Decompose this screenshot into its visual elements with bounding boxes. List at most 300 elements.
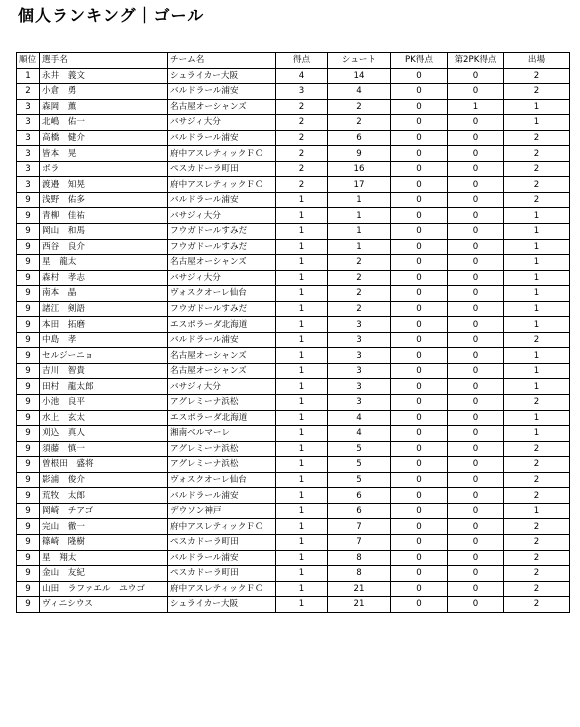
shots-cell: 2	[328, 286, 391, 302]
shots-cell: 9	[328, 146, 391, 162]
team-name-cell: ヴォスクオーレ仙台	[168, 472, 276, 488]
team-name-cell: シュライカー大阪	[168, 597, 276, 613]
table-row	[17, 161, 570, 177]
player-name-cell: 荒牧 太郎	[40, 488, 168, 504]
shots-cell: 1	[328, 224, 391, 240]
shots-cell: 16	[328, 161, 391, 177]
player-name-cell: 金山 友紀	[40, 566, 168, 582]
goals-cell: 1	[276, 519, 328, 535]
shots-cell: 3	[328, 363, 391, 379]
appearances-cell: 2	[504, 192, 570, 208]
shots-cell: 7	[328, 534, 391, 550]
team-name-cell: バルドラール浦安	[168, 488, 276, 504]
rank-cell: 9	[17, 426, 40, 442]
table-row	[17, 441, 570, 457]
table-row	[17, 348, 570, 364]
player-name-cell: 本田 拓磨	[40, 317, 168, 333]
appearances-cell: 2	[504, 395, 570, 411]
shots-cell: 21	[328, 581, 391, 597]
team-name-cell: バルドラール浦安	[168, 84, 276, 100]
rank-cell: 9	[17, 566, 40, 582]
second-pk-goals-cell: 0	[448, 410, 504, 426]
goals-cell: 1	[276, 426, 328, 442]
team-name-cell: デウソン神戸	[168, 503, 276, 519]
header-second-pk-goals: 第2PK得点	[448, 53, 504, 69]
second-pk-goals-cell: 0	[448, 301, 504, 317]
team-name-cell: エスポラーダ北海道	[168, 317, 276, 333]
player-name-cell: 渡邉 知晃	[40, 177, 168, 193]
appearances-cell: 1	[504, 255, 570, 271]
table-row	[17, 457, 570, 473]
second-pk-goals-cell: 0	[448, 239, 504, 255]
table-row	[17, 566, 570, 582]
table-row	[17, 472, 570, 488]
goals-cell: 1	[276, 395, 328, 411]
table-row	[17, 177, 570, 193]
goals-cell: 1	[276, 410, 328, 426]
pk-goals-cell: 0	[391, 208, 448, 224]
appearances-cell: 1	[504, 286, 570, 302]
appearances-cell: 1	[504, 239, 570, 255]
player-name-cell: 中島 孝	[40, 332, 168, 348]
pk-goals-cell: 0	[391, 426, 448, 442]
pk-goals-cell: 0	[391, 239, 448, 255]
team-name-cell: バサジィ大分	[168, 379, 276, 395]
pk-goals-cell: 0	[391, 255, 448, 271]
team-name-cell: 府中アスレティックＦＣ	[168, 519, 276, 535]
goals-cell: 1	[276, 503, 328, 519]
goals-cell: 1	[276, 286, 328, 302]
goals-cell: 2	[276, 177, 328, 193]
table-row	[17, 130, 570, 146]
team-name-cell: バサジィ大分	[168, 115, 276, 131]
second-pk-goals-cell: 0	[448, 84, 504, 100]
second-pk-goals-cell: 0	[448, 457, 504, 473]
player-name-cell: 浅野 佑多	[40, 192, 168, 208]
second-pk-goals-cell: 0	[448, 161, 504, 177]
player-name-cell: ヴィニシウス	[40, 597, 168, 613]
shots-cell: 1	[328, 208, 391, 224]
goals-cell: 1	[276, 566, 328, 582]
goals-cell: 1	[276, 534, 328, 550]
shots-cell: 5	[328, 472, 391, 488]
second-pk-goals-cell: 0	[448, 177, 504, 193]
player-name-cell: 山田 ラファエル ユウゴ	[40, 581, 168, 597]
shots-cell: 2	[328, 270, 391, 286]
appearances-cell: 1	[504, 363, 570, 379]
player-name-cell: 高橋 健介	[40, 130, 168, 146]
appearances-cell: 2	[504, 130, 570, 146]
appearances-cell: 2	[504, 534, 570, 550]
player-name-cell: 星 龍太	[40, 255, 168, 271]
second-pk-goals-cell: 0	[448, 146, 504, 162]
table-row	[17, 332, 570, 348]
team-name-cell: ペスカドーラ町田	[168, 161, 276, 177]
player-name-cell: 岡崎 チアゴ	[40, 503, 168, 519]
shots-cell: 4	[328, 410, 391, 426]
appearances-cell: 1	[504, 208, 570, 224]
second-pk-goals-cell: 0	[448, 317, 504, 333]
second-pk-goals-cell: 0	[448, 286, 504, 302]
second-pk-goals-cell: 0	[448, 550, 504, 566]
second-pk-goals-cell: 0	[448, 208, 504, 224]
team-name-cell: 府中アスレティックＦＣ	[168, 581, 276, 597]
pk-goals-cell: 0	[391, 332, 448, 348]
table-row	[17, 286, 570, 302]
pk-goals-cell: 0	[391, 317, 448, 333]
player-name-cell: 北嶋 佑一	[40, 115, 168, 131]
player-name-cell: 諸江 剣語	[40, 301, 168, 317]
goals-cell: 1	[276, 332, 328, 348]
appearances-cell: 1	[504, 379, 570, 395]
rank-cell: 9	[17, 208, 40, 224]
header-shots: シュート	[328, 53, 391, 69]
pk-goals-cell: 0	[391, 534, 448, 550]
second-pk-goals-cell: 0	[448, 379, 504, 395]
rank-cell: 3	[17, 146, 40, 162]
pk-goals-cell: 0	[391, 130, 448, 146]
shots-cell: 21	[328, 597, 391, 613]
table-row	[17, 379, 570, 395]
shots-cell: 8	[328, 550, 391, 566]
team-name-cell: 名古屋オーシャンズ	[168, 255, 276, 271]
second-pk-goals-cell: 0	[448, 68, 504, 84]
team-name-cell: ヴォスクオーレ仙台	[168, 286, 276, 302]
goals-cell: 1	[276, 224, 328, 240]
shots-cell: 1	[328, 192, 391, 208]
player-name-cell: 青柳 佳祐	[40, 208, 168, 224]
rank-cell: 9	[17, 519, 40, 535]
team-name-cell: バルドラール浦安	[168, 192, 276, 208]
team-name-cell: バルドラール浦安	[168, 332, 276, 348]
pk-goals-cell: 0	[391, 379, 448, 395]
appearances-cell: 2	[504, 332, 570, 348]
goals-cell: 1	[276, 581, 328, 597]
rank-cell: 9	[17, 317, 40, 333]
team-name-cell: 名古屋オーシャンズ	[168, 99, 276, 115]
team-name-cell: 府中アスレティックＦＣ	[168, 177, 276, 193]
goals-cell: 1	[276, 488, 328, 504]
goals-cell: 1	[276, 379, 328, 395]
table-row	[17, 426, 570, 442]
rank-cell: 1	[17, 68, 40, 84]
second-pk-goals-cell: 0	[448, 597, 504, 613]
shots-cell: 5	[328, 441, 391, 457]
pk-goals-cell: 0	[391, 597, 448, 613]
pk-goals-cell: 0	[391, 192, 448, 208]
rank-cell: 9	[17, 363, 40, 379]
table-row	[17, 115, 570, 131]
pk-goals-cell: 0	[391, 224, 448, 240]
appearances-cell: 2	[504, 550, 570, 566]
pk-goals-cell: 0	[391, 286, 448, 302]
goals-cell: 1	[276, 597, 328, 613]
player-name-cell: 小池 良平	[40, 395, 168, 411]
rank-cell: 9	[17, 332, 40, 348]
team-name-cell: 名古屋オーシャンズ	[168, 348, 276, 364]
second-pk-goals-cell: 0	[448, 534, 504, 550]
page-title: 個人ランキング｜ゴール	[18, 6, 205, 25]
appearances-cell: 2	[504, 457, 570, 473]
player-name-cell: 篠崎 隆樹	[40, 534, 168, 550]
player-name-cell: 小倉 勇	[40, 84, 168, 100]
goals-cell: 1	[276, 255, 328, 271]
goals-cell: 2	[276, 115, 328, 131]
rank-cell: 9	[17, 286, 40, 302]
second-pk-goals-cell: 0	[448, 332, 504, 348]
goals-cell: 2	[276, 146, 328, 162]
rank-cell: 9	[17, 597, 40, 613]
shots-cell: 6	[328, 488, 391, 504]
rank-cell: 9	[17, 457, 40, 473]
player-name-cell: 皆本 晃	[40, 146, 168, 162]
pk-goals-cell: 0	[391, 99, 448, 115]
rank-cell: 3	[17, 115, 40, 131]
second-pk-goals-cell: 0	[448, 348, 504, 364]
table-row	[17, 410, 570, 426]
player-name-cell: 刈込 真人	[40, 426, 168, 442]
shots-cell: 17	[328, 177, 391, 193]
shots-cell: 2	[328, 301, 391, 317]
rank-cell: 9	[17, 488, 40, 504]
pk-goals-cell: 0	[391, 348, 448, 364]
player-name-cell: 須藤 慎一	[40, 441, 168, 457]
second-pk-goals-cell: 0	[448, 130, 504, 146]
appearances-cell: 1	[504, 348, 570, 364]
team-name-cell: アグレミーナ浜松	[168, 457, 276, 473]
goals-cell: 1	[276, 441, 328, 457]
rank-cell: 9	[17, 534, 40, 550]
rank-cell: 2	[17, 84, 40, 100]
table-row	[17, 146, 570, 162]
table-row	[17, 363, 570, 379]
appearances-cell: 1	[504, 317, 570, 333]
table-row	[17, 68, 570, 84]
pk-goals-cell: 0	[391, 472, 448, 488]
goal-ranking-table	[16, 52, 570, 613]
appearances-cell: 1	[504, 270, 570, 286]
second-pk-goals-cell: 0	[448, 270, 504, 286]
rank-cell: 3	[17, 99, 40, 115]
second-pk-goals-cell: 0	[448, 192, 504, 208]
goals-cell: 4	[276, 68, 328, 84]
rank-cell: 9	[17, 348, 40, 364]
appearances-cell: 1	[504, 410, 570, 426]
table-row	[17, 503, 570, 519]
shots-cell: 3	[328, 348, 391, 364]
rank-cell: 9	[17, 395, 40, 411]
pk-goals-cell: 0	[391, 503, 448, 519]
appearances-cell: 2	[504, 566, 570, 582]
shots-cell: 7	[328, 519, 391, 535]
shots-cell: 6	[328, 130, 391, 146]
shots-cell: 3	[328, 395, 391, 411]
second-pk-goals-cell: 0	[448, 472, 504, 488]
appearances-cell: 1	[504, 99, 570, 115]
pk-goals-cell: 0	[391, 550, 448, 566]
player-name-cell: 吉川 智貴	[40, 363, 168, 379]
goals-cell: 1	[276, 550, 328, 566]
team-name-cell: アグレミーナ浜松	[168, 441, 276, 457]
appearances-cell: 1	[504, 301, 570, 317]
player-name-cell: セルジーニョ	[40, 348, 168, 364]
team-name-cell: バルドラール浦安	[168, 130, 276, 146]
goals-cell: 2	[276, 99, 328, 115]
table-row	[17, 395, 570, 411]
pk-goals-cell: 0	[391, 566, 448, 582]
shots-cell: 6	[328, 503, 391, 519]
shots-cell: 5	[328, 457, 391, 473]
rank-cell: 9	[17, 224, 40, 240]
goals-cell: 1	[276, 208, 328, 224]
appearances-cell: 2	[504, 488, 570, 504]
rank-cell: 9	[17, 301, 40, 317]
goals-cell: 2	[276, 130, 328, 146]
header-appearances: 出場	[504, 53, 570, 69]
goals-cell: 1	[276, 363, 328, 379]
team-name-cell: ペスカドーラ町田	[168, 566, 276, 582]
shots-cell: 14	[328, 68, 391, 84]
shots-cell: 2	[328, 255, 391, 271]
goals-cell: 1	[276, 472, 328, 488]
goals-cell: 1	[276, 317, 328, 333]
pk-goals-cell: 0	[391, 301, 448, 317]
goals-cell: 2	[276, 161, 328, 177]
appearances-cell: 2	[504, 68, 570, 84]
goals-cell: 1	[276, 239, 328, 255]
pk-goals-cell: 0	[391, 395, 448, 411]
rank-cell: 9	[17, 379, 40, 395]
table-row	[17, 581, 570, 597]
rank-cell: 3	[17, 161, 40, 177]
team-name-cell: バルドラール浦安	[168, 550, 276, 566]
goals-cell: 1	[276, 457, 328, 473]
pk-goals-cell: 0	[391, 115, 448, 131]
goals-cell: 1	[276, 301, 328, 317]
pk-goals-cell: 0	[391, 441, 448, 457]
shots-cell: 2	[328, 99, 391, 115]
rank-cell: 3	[17, 177, 40, 193]
header-goals: 得点	[276, 53, 328, 69]
appearances-cell: 1	[504, 503, 570, 519]
player-name-cell: 星 翔太	[40, 550, 168, 566]
rank-cell: 9	[17, 270, 40, 286]
table-row	[17, 99, 570, 115]
player-name-cell: 岡山 和馬	[40, 224, 168, 240]
pk-goals-cell: 0	[391, 363, 448, 379]
team-name-cell: バサジィ大分	[168, 208, 276, 224]
rank-cell: 9	[17, 581, 40, 597]
table-row	[17, 208, 570, 224]
appearances-cell: 2	[504, 472, 570, 488]
team-name-cell: ペスカドーラ町田	[168, 534, 276, 550]
shots-cell: 1	[328, 239, 391, 255]
header-rank: 順位	[17, 53, 40, 69]
second-pk-goals-cell: 0	[448, 441, 504, 457]
table-row	[17, 488, 570, 504]
second-pk-goals-cell: 0	[448, 519, 504, 535]
player-name-cell: 森岡 薫	[40, 99, 168, 115]
second-pk-goals-cell: 0	[448, 488, 504, 504]
table-row	[17, 550, 570, 566]
team-name-cell: シュライカー大阪	[168, 68, 276, 84]
player-name-cell: 曽根田 盛将	[40, 457, 168, 473]
rank-cell: 9	[17, 550, 40, 566]
player-name-cell: 南本 晶	[40, 286, 168, 302]
pk-goals-cell: 0	[391, 519, 448, 535]
rank-cell: 9	[17, 503, 40, 519]
table-row	[17, 84, 570, 100]
team-name-cell: フウガドールすみだ	[168, 239, 276, 255]
appearances-cell: 2	[504, 84, 570, 100]
appearances-cell: 2	[504, 441, 570, 457]
table-row	[17, 224, 570, 240]
pk-goals-cell: 0	[391, 581, 448, 597]
second-pk-goals-cell: 0	[448, 255, 504, 271]
rank-cell: 9	[17, 255, 40, 271]
table-row	[17, 534, 570, 550]
pk-goals-cell: 0	[391, 488, 448, 504]
rank-cell: 3	[17, 130, 40, 146]
second-pk-goals-cell: 0	[448, 581, 504, 597]
appearances-cell: 2	[504, 161, 570, 177]
appearances-cell: 1	[504, 224, 570, 240]
rank-cell: 9	[17, 239, 40, 255]
team-name-cell: アグレミーナ浜松	[168, 395, 276, 411]
second-pk-goals-cell: 0	[448, 395, 504, 411]
pk-goals-cell: 0	[391, 177, 448, 193]
player-name-cell: 水上 玄太	[40, 410, 168, 426]
second-pk-goals-cell: 0	[448, 115, 504, 131]
table-row	[17, 301, 570, 317]
appearances-cell: 1	[504, 115, 570, 131]
table-row	[17, 519, 570, 535]
table-row	[17, 597, 570, 613]
shots-cell: 4	[328, 426, 391, 442]
goals-cell: 1	[276, 192, 328, 208]
goals-cell: 3	[276, 84, 328, 100]
team-name-cell: 名古屋オーシャンズ	[168, 363, 276, 379]
header-player-name: 選手名	[40, 53, 168, 69]
appearances-cell: 2	[504, 146, 570, 162]
rank-cell: 9	[17, 441, 40, 457]
player-name-cell: 影浦 俊介	[40, 472, 168, 488]
player-name-cell: 西谷 良介	[40, 239, 168, 255]
team-name-cell: エスポラーダ北海道	[168, 410, 276, 426]
team-name-cell: フウガドールすみだ	[168, 224, 276, 240]
pk-goals-cell: 0	[391, 457, 448, 473]
player-name-cell: 永井 義文	[40, 68, 168, 84]
shots-cell: 8	[328, 566, 391, 582]
table-row	[17, 239, 570, 255]
player-name-cell: 完山 徹一	[40, 519, 168, 535]
appearances-cell: 1	[504, 426, 570, 442]
team-name-cell: フウガドールすみだ	[168, 301, 276, 317]
shots-cell: 3	[328, 332, 391, 348]
second-pk-goals-cell: 0	[448, 426, 504, 442]
appearances-cell: 2	[504, 519, 570, 535]
rank-cell: 9	[17, 472, 40, 488]
shots-cell: 3	[328, 379, 391, 395]
table-row	[17, 317, 570, 333]
pk-goals-cell: 0	[391, 84, 448, 100]
appearances-cell: 2	[504, 597, 570, 613]
shots-cell: 4	[328, 84, 391, 100]
header-team-name: チーム名	[168, 53, 276, 69]
goals-cell: 1	[276, 348, 328, 364]
table-row	[17, 192, 570, 208]
rank-cell: 9	[17, 410, 40, 426]
